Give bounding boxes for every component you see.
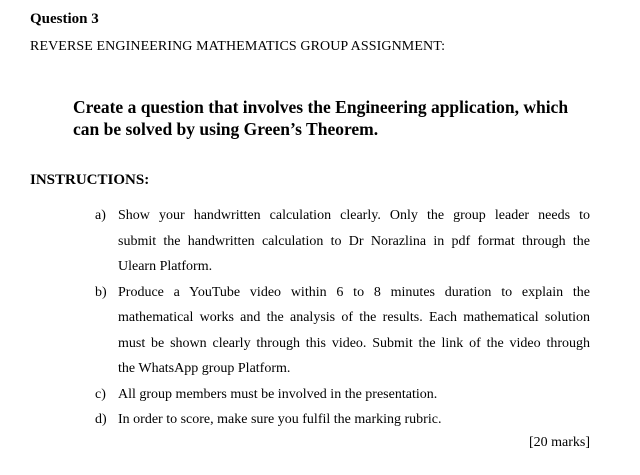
- assignment-title: REVERSE ENGINEERING MATHEMATICS GROUP ASSIGNMENT:: [30, 39, 446, 54]
- instruction-line: In order to score, make sure you fulfil the marking rubric.: [118, 412, 442, 427]
- instruction-line: Ulearn Platform.: [118, 259, 213, 274]
- task-line: Create a question that involves the Engineering application, which: [73, 97, 569, 117]
- marks-total: [20 marks]: [528, 435, 590, 450]
- instruction-line: submit the handwritten calculation to Dr Norazlina in pdf format through the: [118, 233, 590, 249]
- list-marker: d): [95, 412, 107, 427]
- instructions-list: [95, 203, 590, 433]
- instruction-item-b: [95, 280, 590, 382]
- instruction-item-a: [95, 203, 590, 280]
- instructions-heading: INSTRUCTIONS:: [30, 172, 150, 188]
- list-marker: c): [95, 386, 106, 402]
- instruction-line: Show your handwritten calculation clearly. Only the group leader needs to: [118, 208, 590, 223]
- task-statement: [73, 96, 613, 140]
- instruction-line: mathematical works and the analysis of the results. Each mathematical solution: [118, 310, 590, 325]
- instruction-item-d: [95, 407, 590, 433]
- question-heading: Question 3: [30, 11, 99, 27]
- task-line: can be solved by using Green’s Theorem.: [73, 119, 379, 139]
- instruction-line: the WhatsApp group Platform.: [118, 361, 291, 376]
- list-marker: a): [95, 208, 106, 223]
- instruction-line: must be shown clearly through this video. Submit the link of the video through: [118, 335, 590, 351]
- instruction-line: Produce a YouTube video within 6 to 8 minutes duration to explain the: [118, 284, 590, 300]
- instruction-line: All group members must be involved in the presentation.: [118, 386, 438, 402]
- list-marker: b): [95, 284, 107, 300]
- instruction-item-c: [95, 382, 590, 408]
